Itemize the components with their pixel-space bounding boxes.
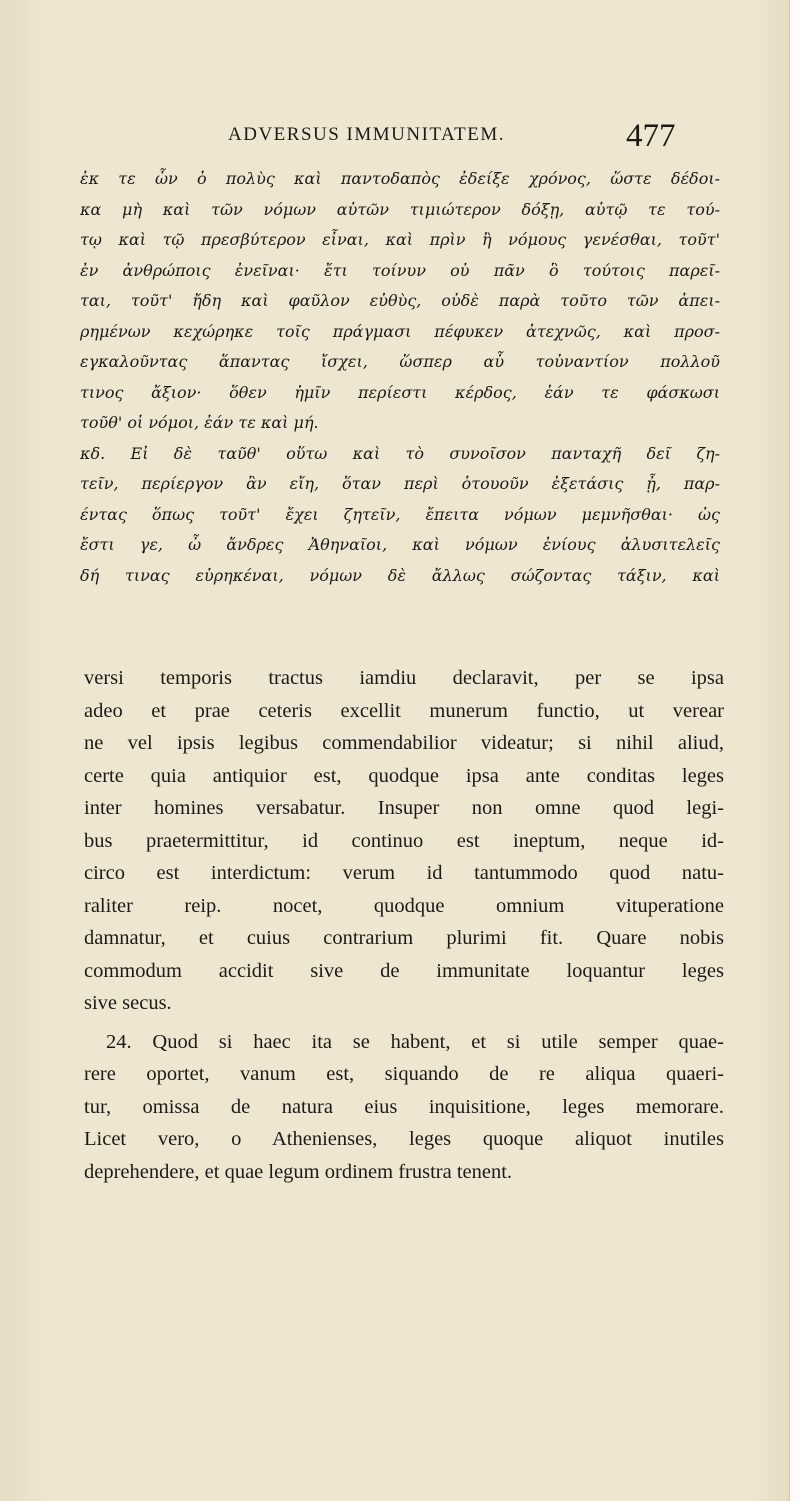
latin-translation-block <box>84 662 724 1188</box>
latin-line: Licet vero, o Athenienses, leges quoque aliquot inutiles <box>84 1128 724 1150</box>
latin-line: certe quia antiquior est, quodque ipsa ante conditas leges <box>84 764 724 787</box>
greek-line: τοῦθ' οἱ νόμοι, ἐάν τε καὶ μή. <box>80 413 319 432</box>
greek-line: τινος ἄξιον· ὅθεν ἡμῖν περίεστι κέρδος, ἐάν τε φάσκωσι <box>80 382 720 402</box>
latin-line: ne vel ipsis legibus commendabilior videatur; si nihil aliud, <box>84 732 724 754</box>
greek-line: ρημένων κεχώρηκε τοῖς πράγμασι πέφυκεν ἀτεχνῶς, καὶ προσ- <box>80 321 720 341</box>
running-head: ADVERSUS IMMUNITATEM. <box>228 124 505 145</box>
latin-line: inter homines versabatur. Insuper non omne quod legi- <box>84 797 724 819</box>
latin-line: circo est interdictum: verum id tantummodo quod natu- <box>84 862 724 884</box>
greek-line: ται, τοῦτ' ἤδη καὶ φαῦλον εὐθὺς, οὐδὲ παρὰ τοῦτο τῶν ἀπει- <box>80 291 720 310</box>
greek-line: τῳ καὶ τῷ πρεσβύτερον εἶναι, καὶ πρὶν ἢ νόμους γενέσθαι, τοῦτ' <box>80 230 720 249</box>
greek-line: έντας ὅπως τοῦτ' ἔχει ζητεῖν, ἔπειτα νόμων μεμνῆσθαι· ὡς <box>80 504 720 524</box>
greek-line: ἐν ἀνθρώποις ἐνεῖναι· ἔτι τοίνυν οὐ πᾶν ὃ τούτοις παρεῖ- <box>80 260 720 280</box>
greek-line: κα μὴ καὶ τῶν νόμων αὐτῶν τιμιώτερον δόξῃ, αὐτῷ τε τού- <box>80 199 720 219</box>
latin-paragraph <box>84 1026 724 1189</box>
latin-line: 24. Quod si haec ita se habent, et si utile semper quae- <box>106 1030 724 1053</box>
greek-line: κδ. Εἰ δὲ ταῦθ' οὕτω καὶ τὸ συνοῖσον πανταχῆ δεῖ ζη- <box>80 443 720 463</box>
latin-line: bus praetermittitur, id continuo est ineptum, neque id- <box>84 829 724 852</box>
greek-line: εγκαλοῦντας ἅπαντας ἴσχει, ὥσπερ αὖ τοὐναντίον πολλοῦ <box>80 352 720 371</box>
greek-line: δή τινας εὑρηκέναι, νόμων δὲ ἄλλως σώζοντας τάξιν, καὶ <box>80 565 720 585</box>
latin-line: damnatur, et cuius contrarium plurimi fit. Quare nobis <box>84 927 724 949</box>
page-edge <box>789 0 800 1501</box>
latin-line: deprehendere, et quae legum ordinem frustra tenent. <box>84 1160 513 1183</box>
latin-line: rere oportet, vanum est, siquando de re aliqua quaeri- <box>84 1063 724 1085</box>
latin-line: sive secus. <box>84 992 172 1014</box>
latin-line: tur, omissa de natura eius inquisitione, leges memorare. <box>84 1095 724 1118</box>
latin-line: commodum accidit sive de immunitate loquantur leges <box>84 959 724 982</box>
page-number: 477 <box>626 118 676 154</box>
latin-line: raliter reip. nocet, quodque omnium vituperatione <box>84 894 724 917</box>
greek-text-block <box>80 164 720 591</box>
greek-line: ἔστι γε, ὦ ἄνδρες Ἀθηναῖοι, καὶ νόμων ἐνίους ἀλυσιτελεῖς <box>80 535 720 554</box>
latin-line: adeo et prae ceteris excellit munerum functio, ut verear <box>84 699 724 722</box>
greek-line: τεῖν, περίεργον ἂν εἴη, ὅταν περὶ ὁτουοῦν ἐξετάσις ᾖ, παρ- <box>80 474 720 493</box>
greek-line: ἐκ τε ὧν ὁ πολὺς καὶ παντοδαπὸς ἐδείξε χρόνος, ὥστε δέδοι- <box>80 169 720 188</box>
latin-paragraph <box>84 662 724 1020</box>
latin-line: versi temporis tractus iamdiu declaravit, per se ipsa <box>84 667 724 689</box>
